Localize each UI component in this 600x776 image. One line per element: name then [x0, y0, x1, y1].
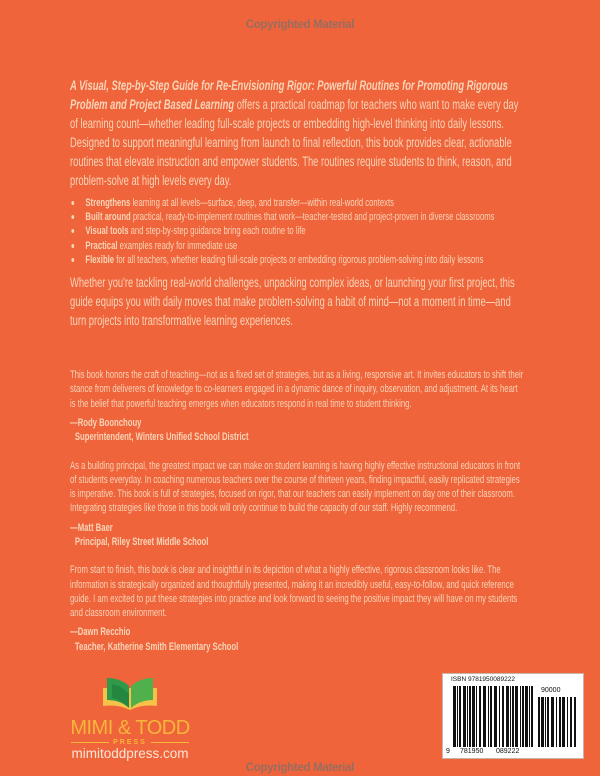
barcode-bar	[545, 697, 546, 747]
endorser-name: —Matt Baer	[70, 521, 113, 534]
list-item: Practical examples ready for immediate use	[70, 239, 525, 253]
barcode-bar	[538, 697, 540, 747]
price-code: 90000	[541, 687, 561, 694]
endorsement-quote: This book honors the craft of teaching—not as a fixed set of strategies, but as a living, responsive art. It invites educators to shift their stance from deliverers of knowledge to co-learners engaged in a dynamic dance of inquiry, observation, and adjustment. At its heart is the belief that powerful teaching emerges when educators respond in real time to student thinking.	[70, 369, 524, 410]
publisher-url: mimitoddpress.com	[71, 746, 189, 761]
barcode-bar	[570, 697, 572, 747]
outro-paragraph: Whether you're tackling real-world challenges, unpacking complex ideas, or launching your first project, this guide equips you with daily moves that make problem-solving a habit of mind—not a moment in time—and turn projects into transformative learning experiences.	[70, 275, 515, 329]
intro-paragraph	[70, 76, 525, 190]
list-item: Visual tools and step-by-step guidance bring each routine to life	[70, 224, 525, 238]
feature-list	[70, 196, 525, 267]
endorser-title: Teacher, Katherine Smith Elementary School	[74, 640, 239, 653]
barcode-bar	[494, 686, 497, 747]
barcode-digits-right: 089222	[496, 748, 520, 755]
barcode-bar	[510, 686, 511, 747]
barcode-bar	[551, 697, 554, 747]
endorsement-quote: From start to finish, this book is clear and insightful in its depiction of what a highly effective, rigorous classroom looks like. The information is strategically organized and thoughtfully presented, making it an incredibly useful, easy-to-follow, and quick reference guide. I am excited to put these strategies into practice and look forward to seeing the positive impact they will have on my students and classroom environment.	[70, 564, 518, 620]
endorsement	[70, 563, 525, 654]
barcode-digit: 9	[446, 748, 450, 755]
endorser-name: —Rody Boonchouy	[70, 416, 142, 429]
open-book-icon	[100, 676, 160, 712]
endorser-title: Superintendent, Winters Unified School District	[74, 431, 249, 444]
barcode-bar	[522, 686, 524, 747]
addon-bars	[538, 697, 576, 747]
barcode-bar	[479, 686, 481, 747]
barcode-bar	[520, 686, 521, 747]
endorser-title: Principal, Riley Street Middle School	[74, 535, 209, 548]
barcode-bar	[547, 697, 549, 747]
barcode-bar	[541, 697, 544, 747]
barcode-bar	[559, 697, 561, 747]
barcode-bar	[562, 697, 565, 747]
barcode-bar	[453, 686, 456, 747]
barcode-bar	[469, 686, 471, 747]
endorser-name: —Dawn Recchio	[70, 626, 131, 639]
barcode-bar	[472, 686, 475, 747]
barcode-bar	[467, 686, 468, 747]
intro-text: offers a practical roadmap for teachers who want to make every day of learning count—whether leading full-scale projects or embedding high-level thinking into daily lessons. Designed to support meaningful learning from launch to final reflection, this book provides clear, actionable routines that elevate instruction and empower students. The routines require students to think, reason, and problem-solve at high levels every day.	[70, 97, 519, 188]
cover-text	[70, 76, 525, 654]
watermark-bottom: Copyrighted Material	[245, 762, 355, 774]
isbn-barcode	[442, 673, 584, 759]
barcode-bar	[512, 686, 514, 747]
barcode-bar	[556, 697, 557, 747]
publisher-sub: PRESS	[60, 739, 200, 746]
barcode-bar	[457, 686, 458, 747]
endorsement	[70, 368, 525, 444]
isbn-label: ISBN 9781950089222	[451, 676, 515, 683]
watermark-top: Copyrighted Material	[245, 19, 355, 31]
barcode-bar	[567, 697, 568, 747]
barcode-bar	[499, 686, 500, 747]
barcode-bar	[531, 686, 533, 747]
publisher-logo	[60, 676, 200, 762]
barcode-bar	[506, 686, 509, 747]
barcode-bar	[529, 686, 530, 747]
list-item: Built around practical, ready-to-implement routines that work—teacher-tested and project-proven in diverse classrooms	[70, 210, 525, 224]
barcode-bar	[515, 686, 518, 747]
book-title: A Visual, Step-by-Step Guide for Re-Envisioning Rigor: Powerful Routines for Promoting Rigorous Problem and Project Based Learning	[70, 78, 508, 112]
barcode-bar	[483, 686, 486, 747]
list-item: Strengthens learning at all levels—surface, deep, and transfer—within real-world contexts	[70, 196, 525, 210]
list-item: Flexible for all teachers, whether leading full-scale projects or embedding rigorous problem-solving into daily lessons	[70, 253, 525, 267]
barcode-bars	[453, 686, 533, 747]
barcode-bar	[476, 686, 477, 747]
endorsement	[70, 459, 525, 550]
barcode-bar	[463, 686, 466, 747]
barcode-bar	[490, 686, 492, 747]
publisher-name: MIMI & TODD	[70, 717, 190, 739]
barcode-bar	[574, 697, 576, 747]
barcode-bar	[502, 686, 504, 747]
barcode-bar	[488, 686, 489, 747]
barcode-digits-left: 781950	[460, 748, 484, 755]
barcode-bar	[459, 686, 461, 747]
barcode-bar	[525, 686, 528, 747]
endorsement-quote: As a building principal, the greatest impact we can make on student learning is having highly effective instructional educators in front of students everyday. In coaching numerous teachers over the course of thirteen years, finding impactful, easily replicated strategies is imperative. This book is full of strategies, focused on rigor, that our teachers can easily implement on day one of their classroom. Integrating strategies like those in this book will only continue to build the capacity of our staff. Highly recommend.	[70, 459, 521, 515]
